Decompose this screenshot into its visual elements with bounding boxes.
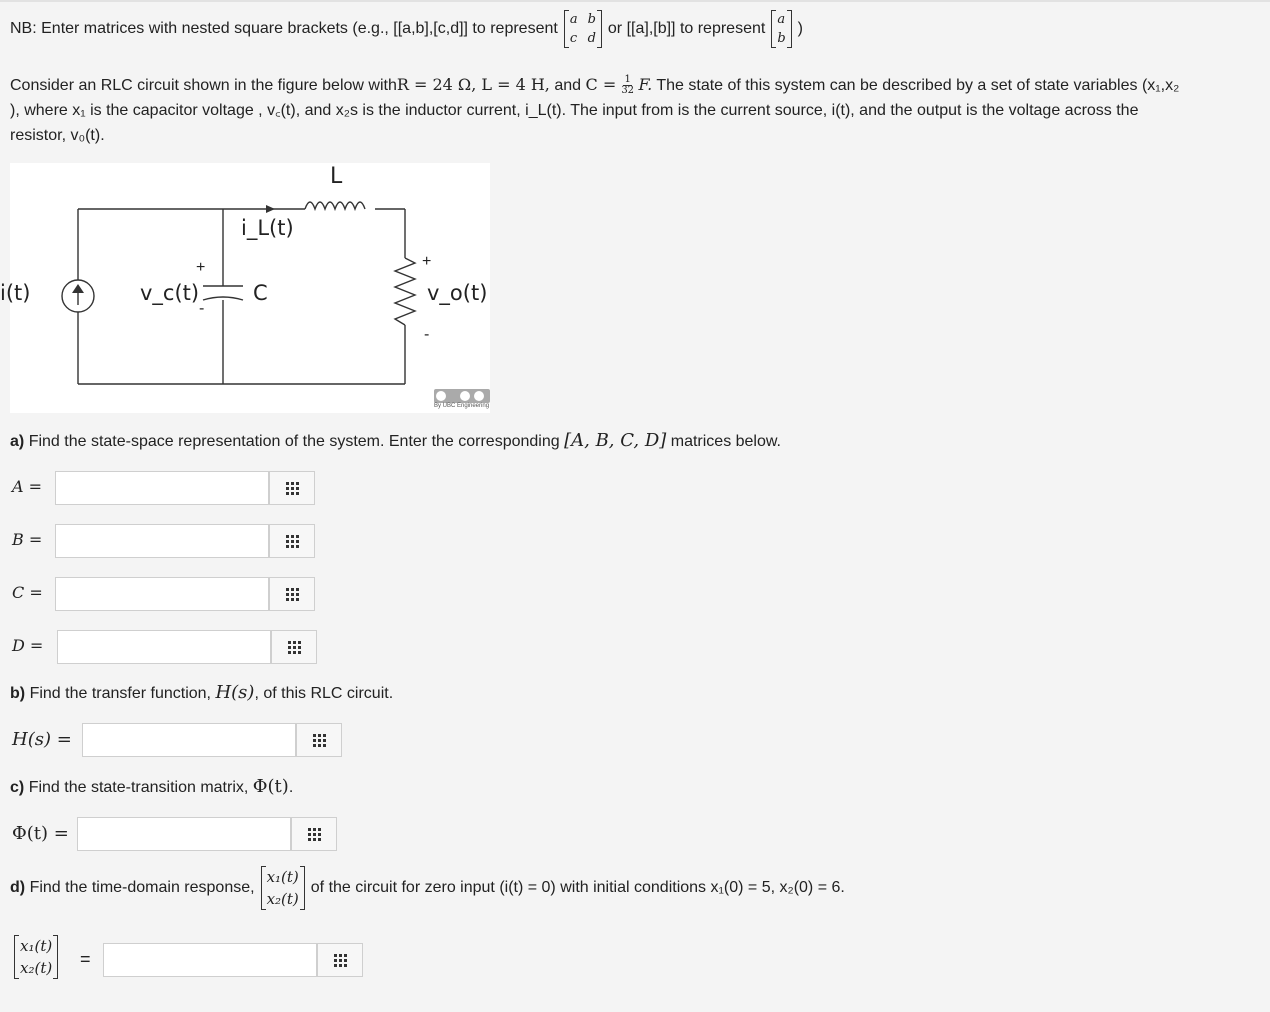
out-plus: + [422,253,432,270]
state-transition-editor-button[interactable] [291,817,337,851]
inductor-label: L [330,164,343,189]
source-label: i(t) [0,281,31,305]
problem-statement [10,72,1268,148]
a-label: A = [12,477,43,496]
grid-icon [286,482,299,495]
phi-label: Φ(t) = [12,823,69,844]
grid-icon [288,641,301,654]
cap-plus: + [196,259,206,276]
part-c-question: c) Find the state-transition matrix, Φ(t). [10,776,294,797]
grid-icon [286,535,299,548]
top-divider [0,0,1270,2]
d-state-vector: x₁(t) x₂(t) [261,866,305,910]
notice [10,4,803,54]
example-matrix-2x1: a b [771,10,791,48]
license-text: By UBC Engineering [434,403,490,409]
h-label: H(s) = [12,729,72,750]
part-a-question: a) Find the state-space representation of the system. Enter the corresponding [A, B, C, D] matrices below. [10,430,781,451]
problem-c-unit: F. [638,75,653,94]
problem-line1-end: The state of this system can be described by a set of state variables (x₁,x₂ [656,77,1180,94]
c-matrix-editor-button[interactable] [269,577,315,611]
problem-line3: resistor, v₀(t). [10,127,105,144]
x-vector-label [14,935,58,979]
problem-c-expr: C = [585,75,622,94]
notice-prefix: NB: Enter matrices with nested square brackets (e.g., [[a,b],[c,d]] to represent [10,20,558,37]
circuit-diagram [10,163,490,413]
b-matrix-editor-button[interactable] [269,524,315,558]
b-matrix-input[interactable] [55,524,269,558]
grid-icon [334,954,347,967]
part-b-question: b) Find the transfer function, H(s), of this RLC circuit. [10,682,394,703]
x-equals: = [80,949,91,969]
out-minus: - [424,326,430,343]
cap-voltage-label: v_c(t) [140,281,200,305]
grid-icon [313,734,326,747]
cc-license-badge [434,389,490,403]
problem-and: and [554,77,582,94]
cap-minus: - [199,300,205,317]
c-matrix-input[interactable] [55,577,269,611]
time-response-editor-button[interactable] [317,943,363,977]
state-transition-input[interactable] [77,817,291,851]
time-response-input[interactable] [103,943,317,977]
notice-suffix: ) [797,20,803,37]
rlc-circuit-figure [0,163,490,413]
a-matrix-editor-button[interactable] [269,471,315,505]
d-matrix-input[interactable] [57,630,271,664]
inductor-current-label: i_L(t) [241,216,294,240]
notice-mid: or [[a],[b]] to represent [607,20,766,37]
problem-line2: ), where x₁ is the capacitor voltage , v꜀(t), and x₂s is the inductor current, i_L(t). The input from is the current source, i(t), and the output is the voltage across the [10,102,1139,119]
problem-line1-start: Consider an RLC circuit shown in the figure below with [10,77,397,94]
transfer-function-editor-button[interactable] [296,723,342,757]
cap-label: C [253,281,268,305]
example-matrix-2x2: a b c d [564,10,602,48]
x-vector: x₁(t) x₂(t) [14,935,58,979]
a-matrix-input[interactable] [55,471,269,505]
d-matrix-editor-button[interactable] [271,630,317,664]
transfer-function-input[interactable] [82,723,296,757]
c-label: C = [12,583,43,602]
grid-icon [308,828,321,841]
out-voltage-label: v_o(t) [427,281,488,305]
part-d-question: d) Find the time-domain response, x₁(t) x₂(t) of the circuit for zero input (i(t) = 0) with initial conditions x₁(0) = 5, x₂(0) = 6. [10,868,845,908]
b-label: B = [12,530,43,549]
problem-r-l-values: R = 24 Ω, L = 4 H, [396,75,550,94]
grid-icon [286,588,299,601]
c-fraction: $\frac{1}{32}$ [621,74,635,97]
d-label: D = [12,636,44,655]
